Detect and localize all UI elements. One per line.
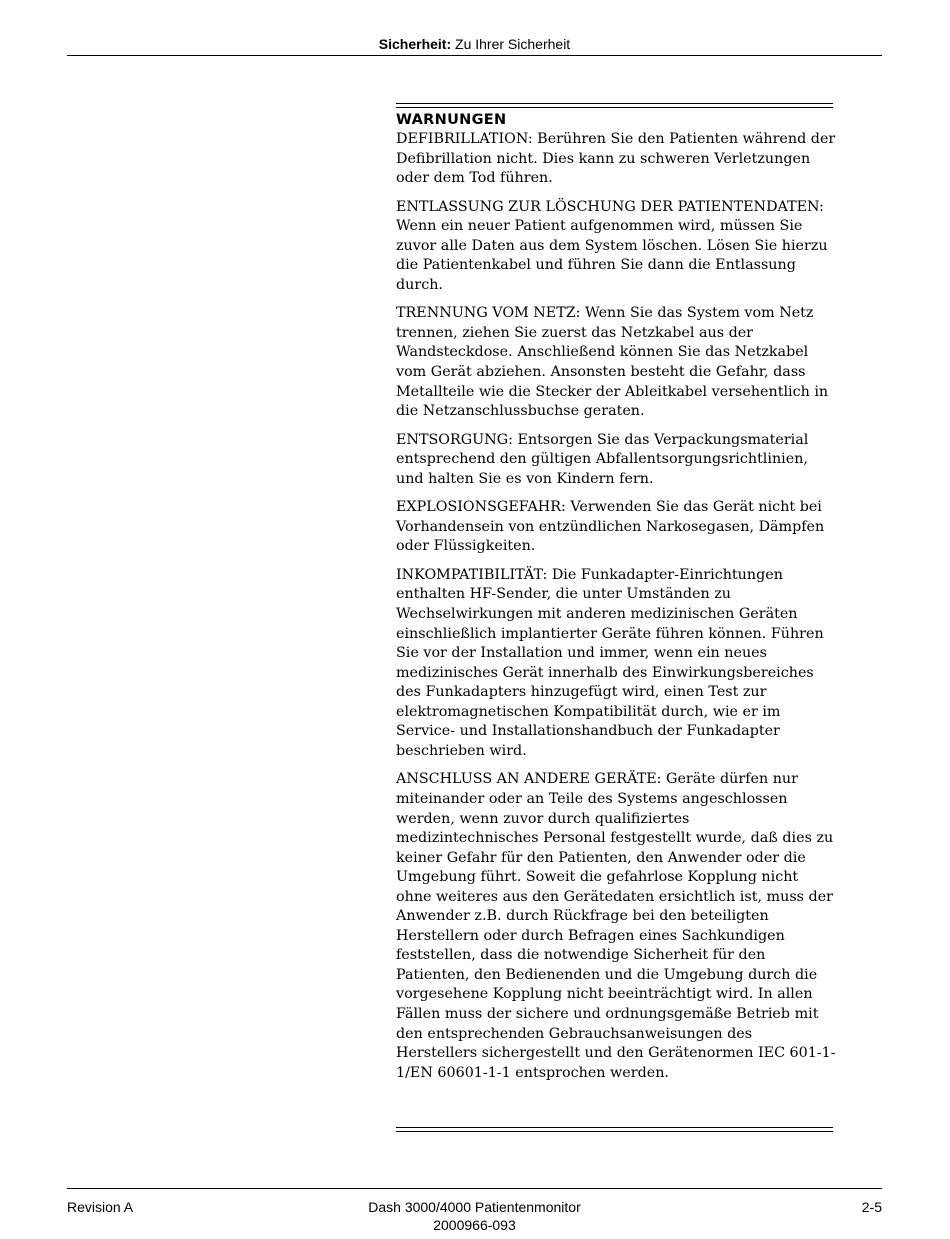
footer-product-name: Dash 3000/4000 Patientenmonitor xyxy=(368,1199,581,1215)
warnings-heading: WARNUNGEN xyxy=(396,112,507,128)
warnings-bottom-rule xyxy=(396,1127,833,1132)
warning-disposal: ENTSORGUNG: Entsorgen Sie das Verpackungsmaterial entsprechend den gültigen Abfallentsorgungsrichtlinien, und halten Sie es von Kindern fern. xyxy=(396,431,809,487)
footer-revision: Revision A xyxy=(67,1199,134,1215)
page-header xyxy=(67,36,882,52)
footer-divider xyxy=(67,1188,882,1189)
header-divider xyxy=(67,55,882,56)
warning-patient-data-discharge: ENTLASSUNG ZUR LÖSCHUNG DER PATIENTENDATEN: Wenn ein neuer Patient aufgenommen wird, müssen Sie zuvor alle Daten aus dem System löschen. Lösen Sie hierzu die Patientenkabel und führen Sie dann die Entlassung durch. xyxy=(396,198,828,293)
warnings-block xyxy=(396,110,836,1092)
footer-doc-number: 2000966-093 xyxy=(433,1217,516,1233)
warning-explosion-hazard: EXPLOSIONSGEFAHR: Verwenden Sie das Gerät nicht bei Vorhandensein von entzündlichen Narkosegasen, Dämpfen oder Flüssigkeiten. xyxy=(396,499,825,555)
warning-incompatibility: INKOMPATIBILITÄT: Die Funkadapter-Einrichtungen enthalten HF-Sender, die unter Umständen zu Wechselwirkungen mit anderen medizinischen Geräten einschließlich implantierter Geräte führen können. Führen Sie vor der Installation und immer, wenn ein neues medizinisches Gerät innerhalb des Einwirkungsbereiches des Funkadapters hinzugefügt wird, einen Test zur elektromagnetischen Kompatibilität durch, wie er im Service- und Installationshandbuch der Funkadapter beschrieben wird. xyxy=(396,566,824,759)
footer-page-number: 2-5 xyxy=(861,1199,882,1215)
warning-defibrillation: DEFIBRILLATION: Berühren Sie den Patienten während der Defibrillation nicht. Dies kann zu schweren Verletzungen oder dem Tod führen. xyxy=(396,131,836,187)
warning-connection-other-devices: ANSCHLUSS AN ANDERE GERÄTE: Geräte dürfen nur miteinander oder an Teile des Systems angeschlossen werden, wenn zuvor durch qualifiziertes medizintechnisches Personal festgestellt wurde, daß dies zu keiner Gefahr für den Patienten, den Anwender oder die Umgebung führt. Soweit die gefahrlose Kopplung nicht ohne weiteres aus den Gerätedaten ersichtlich ist, muss der Anwender z.B. durch Rückfrage bei den beteiligten Herstellern oder durch Befragen eines Sachkundigen feststellen, dass die notwendige Sicherheit für den Patienten, den Bedienenden und die Umgebung durch die vorgesehene Kopplung nicht beeinträchtigt wird. In allen Fällen muss der sichere und ordnungsgemäße Betrieb mit den entsprechenden Gebrauchsanweisungen des Herstellers sichergestellt und den Gerätenormen IEC 601-1-1/EN 60601-1-1 entsprochen werden. xyxy=(396,771,836,1081)
warning-mains-disconnect: TRENNUNG VOM NETZ: Wenn Sie das System vom Netz trennen, ziehen Sie zuerst das Netzkabel aus der Wandsteckdose. Anschließend können Sie das Netzkabel vom Gerät abziehen. Ansonsten besteht die Gefahr, dass Metallteile wie die Stecker der Ableitkabel versehentlich in die Netzanschlussbuchse geraten. xyxy=(396,305,829,420)
header-title: Zu Ihrer Sicherheit xyxy=(455,36,571,52)
warnings-top-rule xyxy=(396,103,833,108)
footer-product-info xyxy=(67,1198,882,1234)
header-section-label: Sicherheit: xyxy=(378,36,452,52)
